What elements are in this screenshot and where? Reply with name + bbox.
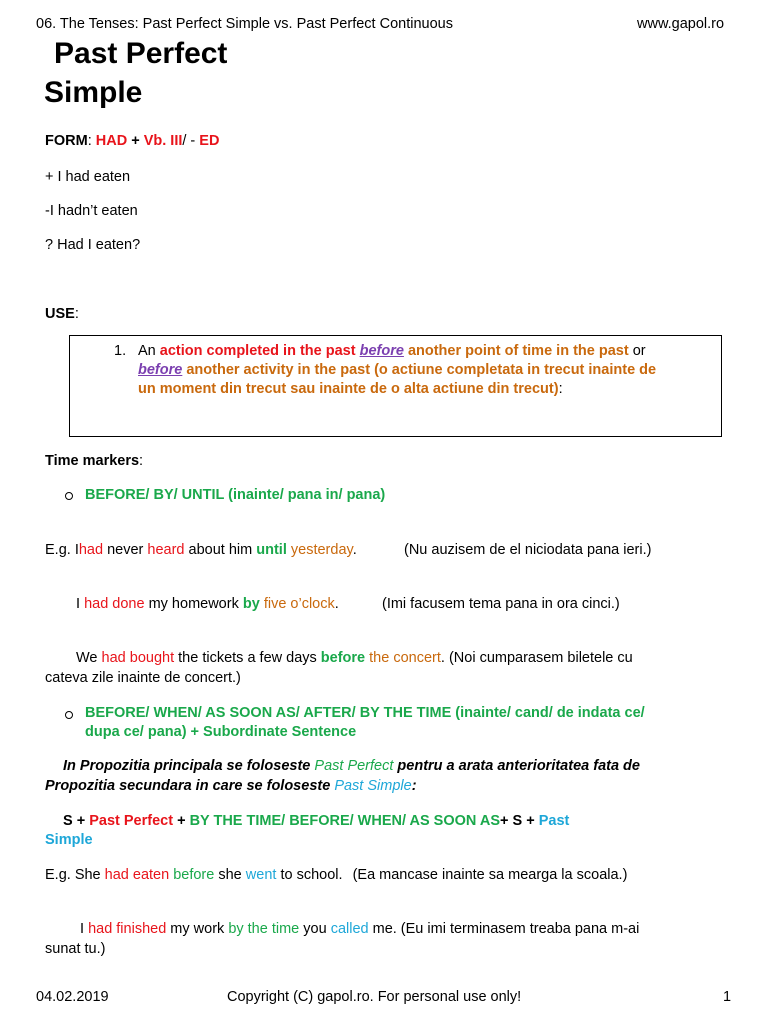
use-heading (45, 306, 79, 322)
use-end: : (558, 381, 563, 397)
bullet-1 (85, 487, 385, 503)
time-markers-colon: : (139, 453, 144, 469)
use-before-1: before (359, 343, 404, 359)
formula-s1: S + (63, 813, 86, 829)
form-slash: / - (182, 133, 196, 149)
ex1-until: until (256, 542, 287, 558)
ex1-yesterday: yesterday (290, 542, 353, 558)
use-box-line1 (138, 343, 646, 359)
use-label: USE (45, 306, 75, 322)
ex5-a: I (80, 921, 85, 937)
ex1-d: . (352, 542, 357, 558)
use-an: An (138, 343, 156, 359)
use-or: or (632, 343, 646, 359)
bullet-circle-icon (65, 492, 73, 500)
example-1-translation: (Nu auzisem de el niciodata pana ieri.) (404, 542, 652, 558)
ex5-d: me. (Eu imi terminasem treaba pana m-ai (372, 921, 640, 937)
ex1-heard: heard (147, 542, 185, 558)
ex4-a: E.g. She (45, 867, 101, 883)
ex3-b: the tickets a few days (178, 650, 317, 666)
use-line3: un moment din trecut sau inainte de o alta actiune din trecut) (138, 381, 559, 397)
header-title: 06. The Tenses: Past Perfect Simple vs. Past Perfect Continuous (36, 16, 453, 32)
ex2-by: by (242, 596, 260, 612)
ex4-had-eaten: had eaten (104, 867, 170, 883)
ex3-before: before (320, 650, 366, 666)
rule-c: Propozitia secundara in care se foloseste (45, 778, 331, 794)
formula-past: Past (538, 813, 570, 829)
ex5-by-the-time: by the time (228, 921, 300, 937)
bullet-2-line2: dupa ce/ pana) + Subordinate Sentence (85, 724, 357, 740)
ex4-went: went (245, 867, 277, 883)
bullet-1-translation: (inainte/ pana in/ pana) (228, 487, 386, 503)
example-5-line2: sunat tu.) (45, 941, 106, 957)
example-5 (80, 921, 639, 937)
header-url[interactable]: www.gapol.ro (637, 16, 725, 32)
example-2 (76, 596, 339, 612)
ex3-concert: the concert (369, 650, 441, 666)
example-4 (45, 867, 627, 883)
ex2-b: my homework (148, 596, 239, 612)
bullet-2-line1: BEFORE/ WHEN/ AS SOON AS/ AFTER/ BY THE TIME (inainte/ cand/ de indata ce/ (85, 705, 645, 721)
ex2-a: I (76, 596, 81, 612)
page-title-line2: Simple (44, 76, 143, 109)
rule-a: In Propozitia principala se foloseste (63, 758, 311, 774)
ex4-b: she (218, 867, 242, 883)
form-negative: -I hadn’t eaten (45, 203, 138, 219)
ex5-b: my work (170, 921, 225, 937)
ex4-before: before (173, 867, 215, 883)
example-2-translation: (Imi facusem tema pana in ora cinci.) (382, 596, 620, 612)
example-3 (76, 650, 633, 666)
ex2-c: . (334, 596, 339, 612)
footer-date: 04.02.2019 (36, 989, 109, 1005)
footer-copyright: Copyright (C) gapol.ro. For personal use only! (227, 989, 522, 1005)
formula-s2: + S + (500, 813, 535, 829)
rule-d: : (411, 778, 417, 794)
ex2-had-done: had done (84, 596, 145, 612)
ex1-had: had (78, 542, 104, 558)
rule-line2 (45, 778, 417, 794)
example-1 (45, 542, 357, 558)
formula-line2: Simple (45, 832, 93, 848)
use-before-2: before (138, 362, 183, 378)
form-line (45, 133, 219, 149)
ex3-translation: (Noi cumparasem biletele cu (448, 650, 633, 666)
ex4-translation: (Ea mancase inainte sa mearga la scoala.) (352, 867, 628, 883)
ex4-c: to school. (280, 867, 343, 883)
ex3-had-bought: had bought (101, 650, 175, 666)
use-num: 1. (114, 343, 127, 359)
use-another-point: another point of time in the past (407, 343, 629, 359)
time-markers-label: Time markers (45, 453, 140, 469)
formula-plus: + (177, 813, 186, 829)
rule-past-simple: Past Simple (334, 778, 412, 794)
use-box-line3 (138, 381, 563, 397)
ex3-a: We (76, 650, 98, 666)
formula-line1 (63, 813, 569, 829)
form-ed: ED (199, 133, 220, 149)
rule-past-perfect: Past Perfect (314, 758, 394, 774)
ex2-time: five o’clock (263, 596, 335, 612)
form-had: HAD (95, 133, 128, 149)
ex1-c: about him (188, 542, 253, 558)
ex5-c: you (303, 921, 327, 937)
use-colon: : (74, 306, 79, 322)
ex1-b: never (107, 542, 144, 558)
rule-line1 (63, 758, 640, 774)
rule-b: pentru a arata anterioritatea fata de (397, 758, 640, 774)
formula-past-perfect: Past Perfect (89, 813, 174, 829)
bullet-circle-icon (65, 711, 73, 719)
form-vb: Vb. III (143, 133, 183, 149)
ex5-called: called (330, 921, 369, 937)
use-another-activity: another activity in the past (o actiune completata in trecut inainte de (186, 362, 657, 378)
page-title-line1: Past Perfect (54, 37, 228, 70)
formula-conjunctions: BY THE TIME/ BEFORE/ WHEN/ AS SOON AS (189, 813, 500, 829)
form-positive: + I had eaten (45, 169, 131, 185)
form-label: FORM (45, 133, 88, 149)
form-colon: : (87, 133, 92, 149)
ex5-had-finished: had finished (88, 921, 167, 937)
use-box-line2 (138, 362, 656, 378)
form-plus: + (131, 133, 140, 149)
use-action: action completed in the past (159, 343, 356, 359)
time-markers-heading (45, 453, 143, 469)
ex3-c: . (440, 650, 445, 666)
footer-page-number: 1 (723, 989, 732, 1005)
bullet-1-keywords: BEFORE/ BY/ UNTIL (85, 487, 225, 503)
form-question: ? Had I eaten? (45, 237, 141, 253)
example-3-line2: cateva zile inainte de concert.) (45, 670, 241, 686)
ex1-a: E.g. I (45, 542, 79, 558)
